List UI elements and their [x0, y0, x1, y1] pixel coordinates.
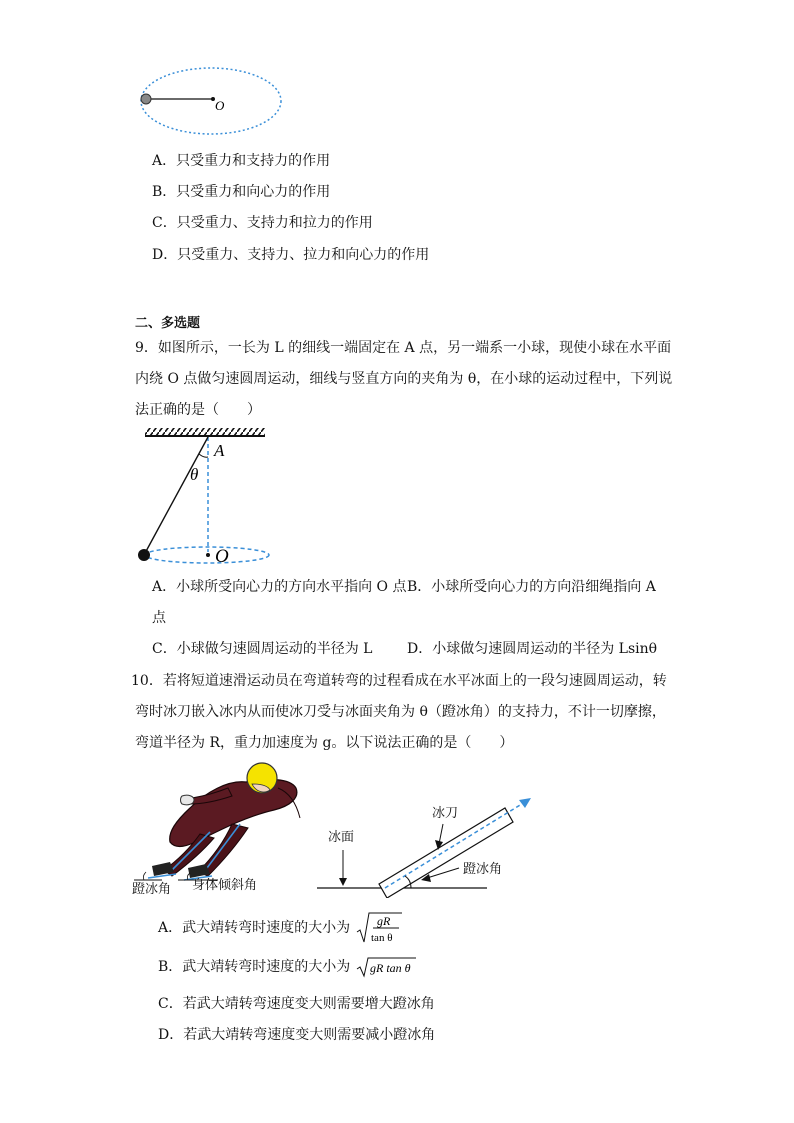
q9-label-theta: θ [190, 465, 199, 484]
q10-option-b [158, 956, 417, 978]
q8-orbit-ellipse [141, 68, 281, 134]
q10-label-ice-surface: 冰面 [328, 830, 355, 845]
q10-option-a-sqrt [355, 910, 403, 946]
section-title: 二、多选题 [135, 316, 201, 331]
q8-option-a [152, 150, 330, 170]
q10-skater-glove [181, 795, 195, 805]
q9-center-dot [206, 553, 210, 557]
q10-option-d: D．若武大靖转弯速度变大则需要减小蹬冰角 [158, 1027, 436, 1043]
q10-option-b-sqrt [355, 956, 417, 978]
q10-label-kick-angle-left: 蹬冰角 [132, 882, 172, 897]
q8-option-b-letter: B． [152, 184, 177, 200]
q10-option-a-numerator: gR [376, 914, 390, 928]
q8-option-d [152, 244, 429, 264]
q10-option-a [158, 910, 403, 946]
q9-stem-line-3: 法正确的是（ ） [135, 402, 261, 418]
q8-option-b-text: 只受重力和向心力的作用 [176, 184, 331, 200]
q9-label-a: A [214, 441, 225, 460]
q10-label-kick-angle-right: 蹬冰角 [463, 862, 503, 877]
q10-label-body-tilt: 身体倾斜角 [192, 878, 258, 893]
q9-string [144, 437, 208, 555]
q8-option-a-letter: A． [152, 153, 177, 169]
q8-figure [135, 62, 290, 140]
q9-stem-line-2: 内绕 O 点做匀速圆周运动，细线与竖直方向的夹角为 θ，在小球的运动过程中，下列说 [135, 371, 673, 387]
q10-option-a-denominator: tan θ [370, 932, 393, 944]
q10-blade-arrow-shaft [439, 824, 443, 844]
q10-ice-arrow-head [339, 878, 347, 886]
q8-option-b [152, 181, 330, 201]
q10-stem-line-1: 10．若将短道速滑运动员在弯道转弯的过程看成在水平冰面上的一段匀速圆周运动，转 [131, 673, 667, 689]
q8-option-c-text: 只受重力、支持力和拉力的作用 [176, 215, 373, 231]
q9-ball [138, 549, 150, 561]
q8-option-d-text: 只受重力、支持力、拉力和向心力的作用 [177, 247, 430, 263]
q10-option-c: C．若武大靖转弯速度变大则需要增大蹬冰角 [158, 996, 435, 1012]
q9-option-b-line2: 点 [152, 610, 166, 626]
q9-stem-line-1: 9．如图所示，一长为 L 的细线一端固定在 A 点，另一端系一小球，现使小球在水平面 [135, 340, 672, 356]
q10-label-blade: 冰刀 [432, 806, 459, 821]
q9-option-c: C．小球做匀速圆周运动的半径为 L [152, 641, 373, 657]
q8-option-c [152, 212, 373, 232]
q8-option-d-letter: D． [152, 247, 178, 263]
q10-stem-line-2: 弯时冰刀嵌入冰内从而使冰刀受与冰面夹角为 θ（蹬冰角）的支持力，不计一切摩擦， [135, 704, 666, 720]
q9-figure [135, 424, 275, 569]
q10-option-b-radicand: gR tan θ [369, 961, 411, 975]
q9-angle-arc [199, 454, 208, 457]
q9-option-b-line1: B．小球所受向心力的方向沿细绳指向 A [407, 579, 656, 595]
q9-option-a: A．小球所受向心力的方向水平指向 O 点 [152, 579, 407, 595]
q10-stem-line-3: 弯道半径为 R，重力加速度为 g。以下说法正确的是（ ） [135, 735, 514, 751]
q10-force-arrowhead [519, 798, 531, 808]
q8-center-label: O [215, 98, 225, 113]
q10-option-a-text: A．武大靖转弯时速度的大小为 [158, 920, 351, 936]
q8-option-c-letter: C． [152, 215, 177, 231]
q8-ball [141, 94, 151, 104]
q8-option-a-text: 只受重力和支持力的作用 [176, 153, 331, 169]
q9-label-o: O [215, 546, 229, 567]
q10-option-b-text: B．武大靖转弯时速度的大小为 [158, 959, 351, 975]
q9-option-d: D．小球做匀速圆周运动的半径为 Lsinθ [407, 641, 658, 657]
q9-ceiling-hatch [145, 428, 265, 436]
